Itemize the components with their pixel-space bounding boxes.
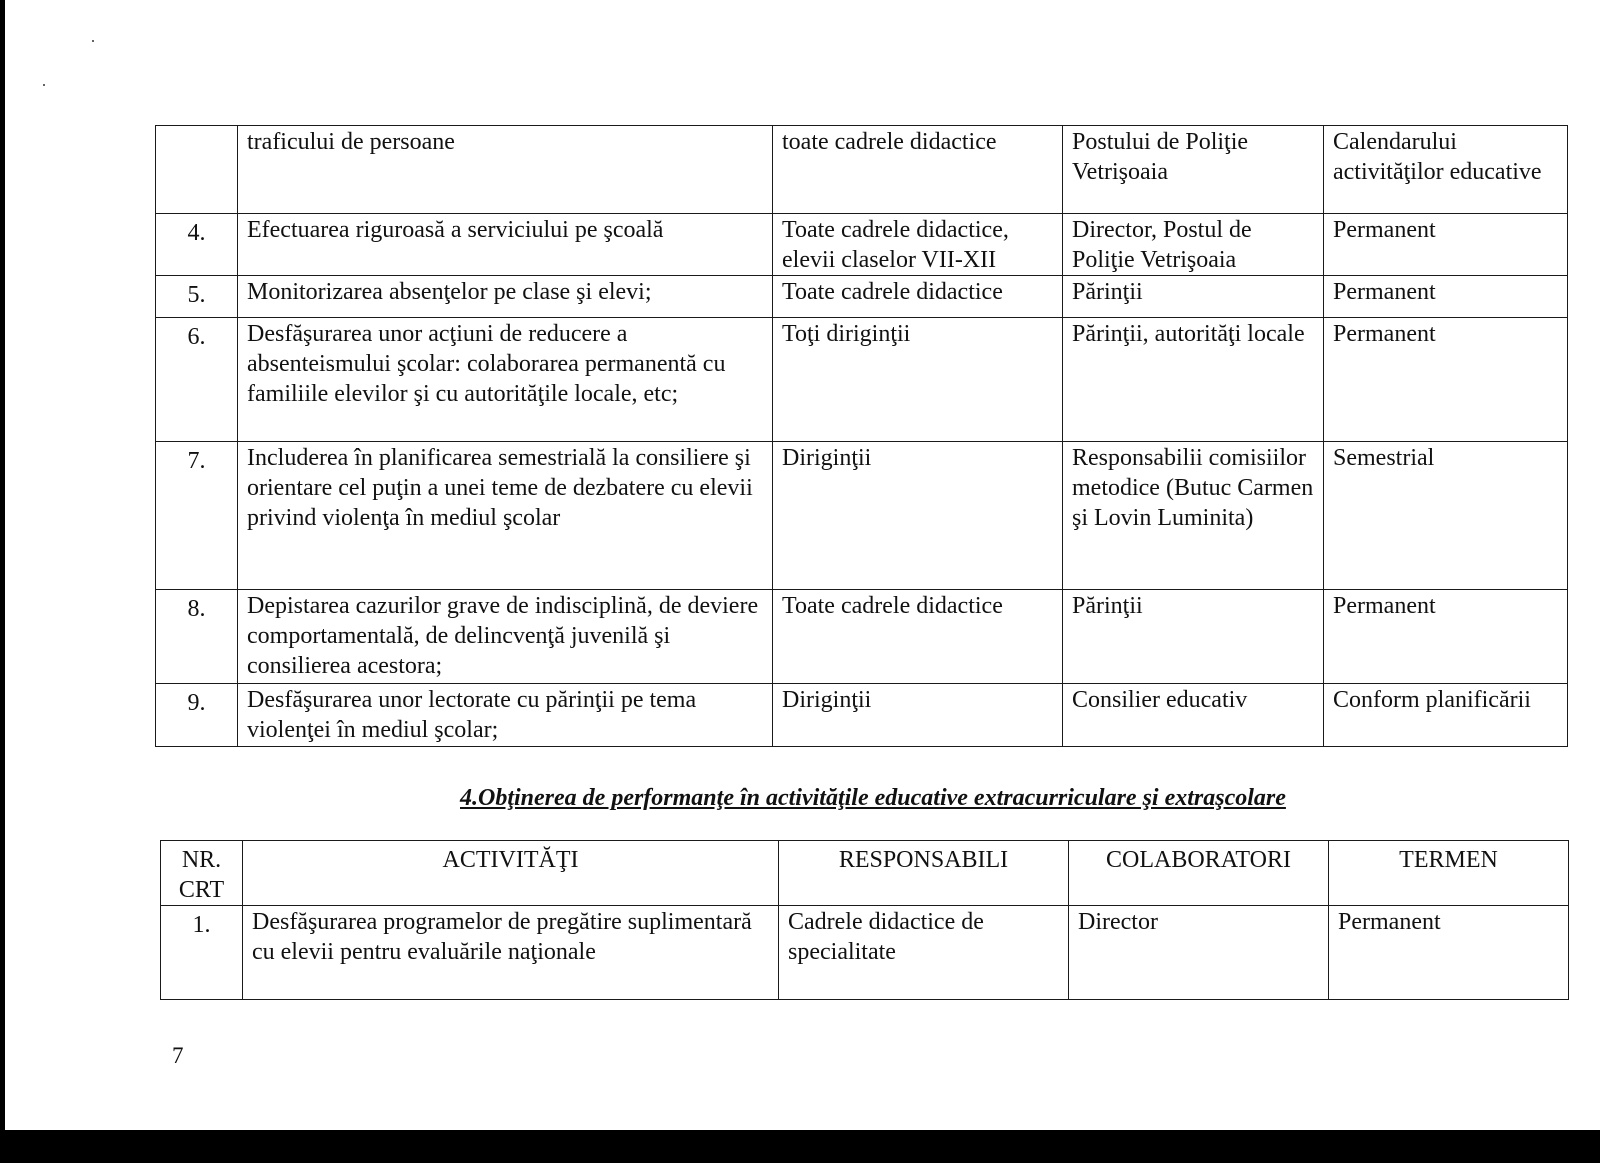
table-row [156, 214, 1568, 276]
header-responsible: RESPONSABILI [779, 841, 1069, 906]
performance-activities-table [160, 840, 1569, 1000]
collaborators-cell: Postului de Poliţie Vetrişoaia [1063, 126, 1324, 214]
header-collaborators: COLABORATORI [1069, 841, 1329, 906]
table-row [156, 126, 1568, 214]
table-row [156, 590, 1568, 684]
collaborators-cell: Consilier educativ [1063, 684, 1324, 747]
responsible-cell: Toţi diriginţii [773, 318, 1063, 442]
table-row [156, 684, 1568, 747]
activity-cell: Efectuarea riguroasă a serviciului pe şcoală [238, 214, 773, 276]
nr-cell: 4. [156, 214, 238, 276]
responsible-cell: Diriginţii [773, 442, 1063, 590]
nr-cell: 9. [156, 684, 238, 747]
collaborators-cell: Părinţii [1063, 276, 1324, 318]
term-cell: Permanent [1324, 214, 1568, 276]
nr-cell: 8. [156, 590, 238, 684]
term-cell: Permanent [1324, 318, 1568, 442]
activity-cell: traficului de persoane [238, 126, 773, 214]
scan-bottom-edge [0, 1130, 1600, 1163]
term-cell: Semestrial [1324, 442, 1568, 590]
page-number: 7 [172, 1043, 184, 1068]
collaborators-cell: Părinţii, autorităţi locale [1063, 318, 1324, 442]
nr-cell [156, 126, 238, 214]
responsible-cell: Toate cadrele didactice [773, 276, 1063, 318]
header-nr-crt: NR. CRT [161, 841, 243, 906]
table-row [161, 906, 1569, 1000]
nr-cell: 7. [156, 442, 238, 590]
term-cell: Calendarului activităţilor educative [1324, 126, 1568, 214]
activity-cell: Includerea în planificarea semestrială la consiliere şi orientare cel puţin a unei teme de dezbatere cu elevii privind violenţa în mediul şcolar [238, 442, 773, 590]
section-title: 4.Obţinerea de performanţe în activităţile educative extracurriculare şi extraşcolare [460, 785, 1286, 811]
header-term: TERMEN [1329, 841, 1569, 906]
table-row [156, 276, 1568, 318]
activities-table-continued [155, 125, 1568, 747]
responsible-cell: toate cadrele didactice [773, 126, 1063, 214]
responsible-cell: Toate cadrele didactice, elevii claselor VII-XII [773, 214, 1063, 276]
nr-cell: 1. [161, 906, 243, 1000]
activity-cell: Desfăşurarea unor acţiuni de reducere a absenteismului şcolar: colaborarea permanentă cu familiile elevilor şi cu autorităţile locale, etc; [238, 318, 773, 442]
nr-cell: 5. [156, 276, 238, 318]
collaborators-cell: Director [1069, 906, 1329, 1000]
collaborators-cell: Director, Postul de Poliţie Vetrişoaia [1063, 214, 1324, 276]
activity-cell: Monitorizarea absenţelor pe clase şi elevi; [238, 276, 773, 318]
header-activities: ACTIVITĂŢI [243, 841, 779, 906]
responsible-cell: Diriginţii [773, 684, 1063, 747]
table-row [156, 442, 1568, 590]
responsible-cell: Cadrele didactice de specialitate [779, 906, 1069, 1000]
activity-cell: Depistarea cazurilor grave de indisciplină, de deviere comportamentală, de delincvenţă juvenilă şi consilierea acestora; [238, 590, 773, 684]
scan-left-edge [0, 0, 5, 1163]
table-row [156, 318, 1568, 442]
term-cell: Permanent [1324, 276, 1568, 318]
collaborators-cell: Părinţii [1063, 590, 1324, 684]
nr-cell: 6. [156, 318, 238, 442]
term-cell: Permanent [1324, 590, 1568, 684]
scan-speck [43, 84, 45, 86]
activity-cell: Desfăşurarea unor lectorate cu părinţii pe tema violenţei în mediul şcolar; [238, 684, 773, 747]
scan-speck [92, 40, 94, 42]
term-cell: Conform planificării [1324, 684, 1568, 747]
activity-cell: Desfăşurarea programelor de pregătire suplimentară cu elevii pentru evaluările naţionale [243, 906, 779, 1000]
term-cell: Permanent [1329, 906, 1569, 1000]
collaborators-cell: Responsabilii comisiilor metodice (Butuc Carmen şi Lovin Luminita) [1063, 442, 1324, 590]
table-header-row [161, 841, 1569, 906]
responsible-cell: Toate cadrele didactice [773, 590, 1063, 684]
